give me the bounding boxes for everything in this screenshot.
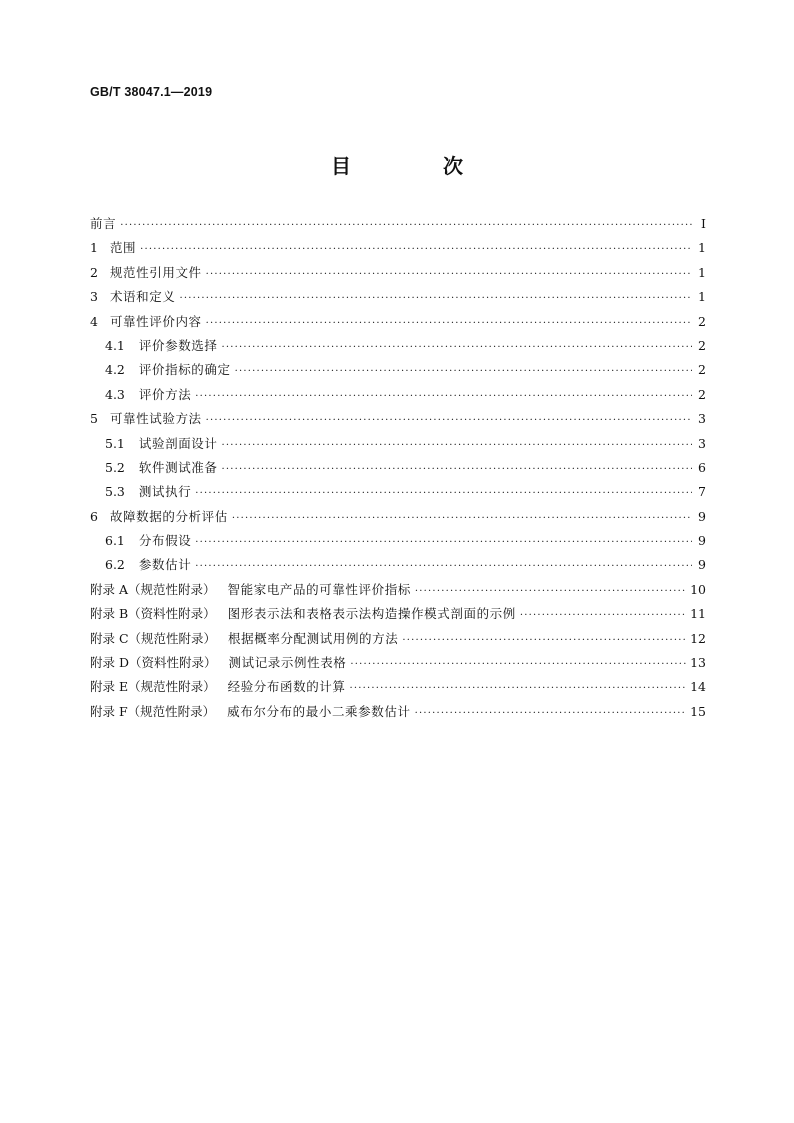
toc-entry-label: 测试执行 (138, 484, 192, 500)
toc-entry-page: 3 (698, 435, 706, 451)
toc-entry[interactable] (90, 409, 706, 433)
dot-leader (179, 293, 692, 304)
toc-entry-number: 5.3 (105, 484, 125, 500)
toc-entry-page: 1 (698, 289, 706, 305)
dot-leader (206, 318, 692, 329)
toc-entry-page: 1 (698, 264, 706, 280)
toc-entry-label: 评价方法 (138, 386, 192, 402)
toc-entry[interactable] (90, 312, 706, 336)
dot-leader (195, 391, 692, 402)
toc-entry-number: 附录 A（规范性附录） (90, 581, 216, 597)
toc-entry-number: 附录 F（规范性附录） (90, 703, 216, 719)
toc-entry[interactable] (90, 580, 706, 604)
dot-leader (222, 440, 693, 451)
toc-entry-label: 规范性引用文件 (109, 264, 202, 280)
dot-leader (222, 342, 693, 353)
toc-entry-label: 范围 (109, 240, 137, 256)
toc-entry-label: 故障数据的分析评估 (109, 508, 228, 524)
toc-entry[interactable] (90, 482, 706, 506)
toc-entry-page: 2 (698, 313, 706, 329)
toc-entry-page: 12 (690, 630, 706, 646)
toc-entry[interactable] (90, 385, 706, 409)
dot-leader (415, 586, 686, 597)
toc-entry-page: 2 (698, 362, 706, 378)
toc-entry-page: Ⅰ (701, 216, 706, 231)
toc-entry-page: 13 (690, 655, 706, 671)
toc-entry-label: 评价参数选择 (138, 337, 218, 353)
toc-entry[interactable] (90, 336, 706, 360)
toc-entry[interactable] (90, 702, 706, 726)
toc-entry-number: 附录 E（规范性附录） (90, 679, 216, 695)
toc-entry-page: 11 (690, 606, 706, 622)
toc-entry[interactable] (90, 604, 706, 628)
toc-entry[interactable] (90, 238, 706, 262)
dot-leader (520, 610, 686, 621)
toc-entry-label: 分布假设 (138, 533, 192, 549)
toc-entry-label: 参数估计 (138, 557, 192, 573)
toc-entry-label: 测试记录示例性表格 (228, 655, 347, 671)
toc-entry-page: 9 (698, 557, 706, 573)
toc-entry-label: 试验剖面设计 (138, 435, 218, 451)
toc-entry[interactable] (90, 263, 706, 287)
toc-entry-label: 可靠性评价内容 (109, 313, 202, 329)
dot-leader (415, 708, 687, 719)
toc-entry-label: 术语和定义 (109, 289, 176, 305)
toc-entry-number: 5 (90, 411, 98, 427)
toc-entry-label: 评价指标的确定 (138, 362, 231, 378)
toc-entry-number: 附录 D（资料性附录） (90, 655, 217, 671)
toc-entry-page: 6 (698, 459, 706, 475)
toc-entry-page: 7 (698, 484, 706, 500)
toc-entry-label: 威布尔分布的最小二乘参数估计 (227, 703, 411, 719)
toc-entry-number: 4.2 (105, 362, 125, 378)
toc-title: 目 次 (331, 154, 499, 178)
toc-entry[interactable] (90, 458, 706, 482)
dot-leader (206, 415, 692, 426)
toc-entry-number: 5.1 (105, 435, 125, 451)
toc-entry[interactable] (90, 629, 706, 653)
toc-entry-page: 10 (690, 581, 706, 597)
dot-leader (195, 561, 692, 572)
toc-entry-number: 6.2 (105, 557, 125, 573)
toc-entry-page: 2 (698, 386, 706, 402)
toc-entry-number: 6.1 (105, 533, 125, 549)
dot-leader (120, 220, 692, 231)
toc-entry-number: 6 (90, 508, 98, 524)
toc-entry-number: 附录 C（规范性附录） (90, 630, 217, 646)
toc-entry-number: 5.2 (105, 459, 125, 475)
toc-entry[interactable] (90, 653, 706, 677)
dot-leader (350, 659, 686, 670)
toc-entry[interactable] (90, 531, 706, 555)
dot-leader (195, 537, 692, 548)
toc-entry-page: 3 (698, 411, 706, 427)
toc-entry[interactable] (90, 287, 706, 311)
toc-entry-page: 14 (690, 679, 706, 695)
dot-leader (140, 244, 692, 255)
toc-entry-page: 9 (698, 533, 706, 549)
dot-leader (402, 635, 686, 646)
dot-leader (350, 683, 687, 694)
toc-entry-number: 4 (90, 313, 98, 329)
toc-entry[interactable] (90, 214, 706, 238)
toc-entry-label: 根据概率分配测试用例的方法 (228, 630, 399, 646)
toc-entry-number: 1 (90, 240, 98, 256)
dot-leader (222, 464, 693, 475)
toc-entry[interactable] (90, 555, 706, 579)
toc-entry-number: 附录 B（资料性附录） (90, 606, 216, 622)
toc-entry-label: 智能家电产品的可靠性评价指标 (227, 581, 411, 597)
standard-code: GB/T 38047.1—2019 (90, 85, 213, 99)
toc-entry-number: 3 (90, 289, 98, 305)
toc-entry-number: 2 (90, 264, 98, 280)
toc-entry-page: 2 (698, 337, 706, 353)
toc-entry-label: 可靠性试验方法 (109, 411, 202, 427)
toc-entry-page: 9 (698, 508, 706, 524)
toc-entry-page: 1 (698, 240, 706, 256)
toc-entry-label: 前言 (90, 216, 117, 231)
toc-entry-label: 软件测试准备 (138, 459, 218, 475)
dot-leader (195, 488, 692, 499)
toc-entry-label: 经验分布函数的计算 (227, 679, 346, 695)
toc-entry[interactable] (90, 677, 706, 701)
toc-entry-page: 15 (690, 703, 706, 719)
toc-entry[interactable] (90, 360, 706, 384)
toc-entry[interactable] (90, 434, 706, 458)
dot-leader (232, 513, 692, 524)
dot-leader (235, 366, 692, 377)
toc-entry-number: 4.3 (105, 386, 125, 402)
table-of-contents (90, 214, 706, 726)
toc-entry-number: 4.1 (105, 337, 125, 353)
dot-leader (206, 269, 692, 280)
toc-entry[interactable] (90, 507, 706, 531)
toc-entry-label: 图形表示法和表格表示法构造操作模式剖面的示例 (227, 606, 516, 622)
